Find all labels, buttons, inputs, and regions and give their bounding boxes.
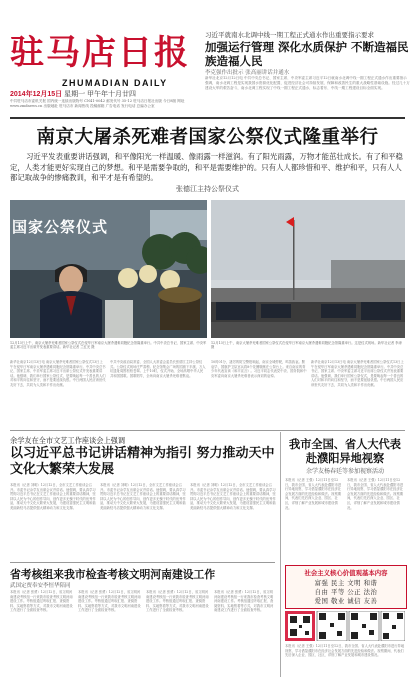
section4-body-col-3: 本报讯（记者 张勇）12月12日，省文明河南建设考核组一行来我市检查考核文明河南建设工作。考核组通过听取汇报、查阅资料、实地察看等方式，对我市文明河南建设工作进行了全面检查考核。 [146, 590, 209, 613]
section3-title: 我市全国、省人大代表赴濮阳异地视察 [289, 437, 401, 465]
core-values-title: 社会主义核心价值观基本内容 [304, 569, 388, 577]
column-divider [280, 432, 281, 677]
masthead-title: 驻马店日报 [10, 33, 190, 73]
section4-body-col-4: 本报讯（记者 张勇）12月12日，省文明河南建设考核组一行来我市检查考核文明河南建设工作。考核组通过听取汇报、查阅资料、实地察看等方式，对我市文明河南建设工作进行了全面检查考核。 [214, 590, 274, 613]
section2-kicker: 余学友在全市文艺工作座谈会上强调 [10, 436, 126, 445]
section2-body-col-2: 本报讯（记者 刘明）12月12日，全市文艺工作座谈会召开。市委书记余学友出席会议并讲话。他强调，要认真学习贯彻习近平总书记在文艺工作座谈会上的重要讲话精神，坚持以人民为中心的创作导向，创作更多无愧于时代的优秀作品，推动天中文化大繁荣大发展，为建设富强民主文明和谐美丽新驻马店提供强大精神动力和文化支撑。 [100, 483, 186, 510]
caption-left: 12月13日上午，南京大屠杀死难者国家公祭仪式在侵华日军南京大屠杀遇难同胞纪念馆隆重举行。中共中央总书记、国家主席、中央军委主席习近平出席并发表重要讲话。新华社记者 兰红光 摄 [10, 341, 207, 350]
masthead-divider [10, 117, 405, 119]
masthead-info: 中共驻马店市委机关报 国内统一连续出版物号 CN41-0042 邮发代号 35-12 驻马店日报社出版 今日8版 网址 www.zmdnews.cn 出版地址 驻马店市 新闻热线 投稿邮箱 广告电话 发行电话 总编办公室 [10, 99, 185, 108]
section3-body-col-2: 本报讯（记者 王强）12月11日至12日，我市全国、省人大代表赴濮阳市进行异地视察，学习借鉴濮阳市在经济社会发展方面的先进经验和做法。视察期间，代表们先后深入企业、园区、社区，详细了解产业发展和城市建设情况。 [347, 478, 404, 510]
photo-right [211, 200, 405, 338]
photo-left-sign: 国家公祭仪式 [12, 218, 109, 236]
top-news-title: 加强运行管理 深化水质保护 不断造福民族造福人民 [205, 40, 409, 68]
section4-title: 省考核组来我市检查考核文明河南建设工作 [10, 568, 216, 581]
section2-body-col-1: 本报讯（记者 刘明）12月12日，全市文艺工作座谈会召开。市委书记余学友出席会议并讲话。他强调，要认真学习贯彻习近平总书记在文艺工作座谈会上的重要讲话精神，坚持以人民为中心的创作导向，创作更多无愧于时代的优秀作品，推动天中文化大繁荣大发展，为建设富强民主文明和谐美丽新驻马店提供强大精神动力和文化支撑。 [10, 483, 96, 510]
section3-body-col-1: 本报讯（记者 王强）12月11日至12日，我市全国、省人大代表赴濮阳市进行异地视察，学习借鉴濮阳市在经济社会发展方面的先进经验和做法。视察期间，代表们先后深入企业、园区、社区，详细了解产业发展和城市建设情况。 [285, 478, 342, 510]
dateline [10, 89, 136, 99]
qr-strip [285, 611, 405, 641]
top-news-author: 李克强作出批示 张高丽讲话并通水 [205, 70, 290, 76]
main-body-col-3: 10时01分，凄厉的防空警报响起，南京全城停驶，鸣笛致哀。默哀毕，国旗护卫队官兵将8个花圈敬献在公祭台上。来自南京的青少年代表宣读《和平宣言》。习近平同志代表党中央、国务院和中央军委向南京大屠杀死难者表示深切的哀悼。 [211, 360, 307, 378]
divider-section4 [10, 562, 275, 563]
caption-right: 12月13日上午，南京大屠杀死难者国家公祭仪式在侵华日军南京大屠杀遇难同胞纪念馆隆重举行。这是仪式现场。新华社记者 李涛 摄 [211, 341, 402, 350]
top-news-kicker: 习近平就南水北调中线一期工程正式通水作出重要指示要求 [205, 31, 374, 39]
core-values-line-3: 爱国 敬业 诚信 友善 [314, 597, 378, 605]
divider-main-bottom [10, 430, 405, 431]
core-values-line-2: 自由 平等 公正 法治 [314, 588, 378, 596]
main-body-col-4: 新华社南京12月13日电 南京大屠杀死难者国家公祭仪式13日上午在侵华日军南京大屠杀遇难同胞纪念馆隆重举行。中共中央总书记、国家主席、中央军委主席习近平出席公祭仪式并发表重要讲话。他强调，我们举行国家公祭仪式，是要唤起每一个善良的人们对和平的向往和坚守，而不是要延续仇恨。中日两国人民应该世代友好下去，共同为人类和平作出贡献。 [311, 360, 404, 387]
main-subhead-text: 习近平发表重要讲话强调，和平像阳光一样温暖、像雨露一样滋润。有了阳光雨露，万物才能茁壮成长。有了和平稳定，人类才能更好实现自己的梦想。和平是需要争取的，和平是需要维护的。只有人人都珍惜和平、维护和平，只有人人都记取战争的惨痛教训，和平才是有希望的。 [10, 152, 403, 182]
issue-date: 2014年12月15日 [10, 91, 63, 98]
section2-body-col-3: 本报讯（记者 刘明）12月12日，全市文艺工作座谈会召开。市委书记余学友出席会议并讲话。他强调，要认真学习贯彻习近平总书记在文艺工作座谈会上的重要讲话精神，坚持以人民为中心的创作导向，创作更多无愧于时代的优秀作品，推动天中文化大繁荣大发展，为建设富强民主文明和谐美丽新驻马店提供强大精神动力和文化支撑。 [190, 483, 276, 510]
masthead-english: ZHUMADIAN DAILY [62, 78, 168, 88]
main-byline: 张德江主持公祭仪式 [176, 185, 239, 193]
core-values-box [285, 565, 407, 609]
main-body-col-2: 中共中央政治局常委、全国人大常委会委员长张德江主持公祭仪式。公祭仪式现场庄严肃穆。纪念馆集会广场的国旗下半旗，万人坑遗址周围松柏苍翠。上午10时，仪式开始，全场高唱中华人民共和国国歌。国歌唱毕，全场向南京大屠杀死难者默哀。 [110, 360, 206, 378]
core-values-line-1: 富强 民主 文明 和谐 [314, 579, 378, 587]
main-headline: 南京大屠杀死难者国家公祭仪式隆重举行 [36, 127, 379, 148]
main-body-col-1: 新华社南京12月13日电 南京大屠杀死难者国家公祭仪式13日上午在侵华日军南京大屠杀遇难同胞纪念馆隆重举行。中共中央总书记、国家主席、中央军委主席习近平出席公祭仪式并发表重要讲话。他强调，我们举行国家公祭仪式，是要唤起每一个善良的人们对和平的向往和坚守，而不是要延续仇恨。中日两国人民应该世代友好下去，共同为人类和平作出贡献。 [10, 360, 106, 387]
section4-sub: 武国定贾奉安李恒华陪同 [10, 583, 71, 589]
issue-date-rest: 星期一 甲午年十月廿四 [64, 91, 137, 98]
section4-body-col-1: 本报讯（记者 张勇）12月12日，省文明河南建设考核组一行来我市检查考核文明河南建设工作。考核组通过听取汇报、查阅资料、实地察看等方式，对我市文明河南建设工作进行了全面检查考核。 [10, 590, 73, 613]
bottom-right-text: 本报讯（记者 王强）12月11日至12日，我市全国、省人大代表赴濮阳市进行异地视察，学习借鉴濮阳市在经济社会发展方面的先进经验和做法。视察期间，代表们先后深入企业、园区、社区，详细了解产业发展和城市建设情况。 [285, 644, 405, 658]
section4-body-col-2: 本报讯（记者 张勇）12月12日，省文明河南建设考核组一行来我市检查考核文明河南建设工作。考核组通过听取汇报、查阅资料、实地察看等方式，对我市文明河南建设工作进行了全面检查考核。 [78, 590, 141, 613]
main-subhead [10, 152, 405, 184]
section3-sub: 余学友杨春廷等参加视察活动 [305, 468, 384, 475]
top-news-body: 新华社北京12月12日电 中共中央总书记、国家主席、中央军委主席习近平12日就南水北调中线一期工程正式通水作出重要指示强调，南水北调工程是实现我国水资源优化配置、促进经济社会可持续发展、保障和改善民生的重大战略性基础设施。经过几十万建设大军的艰苦奋斗，南水北调工程实现了中线一期工程正式通水，标志着东、中线一期工程建设目标全面实现。 [205, 76, 410, 90]
section2-title: 以习近平总书记讲话精神为指引 努力推动天中文化大繁荣大发展 [10, 446, 275, 477]
